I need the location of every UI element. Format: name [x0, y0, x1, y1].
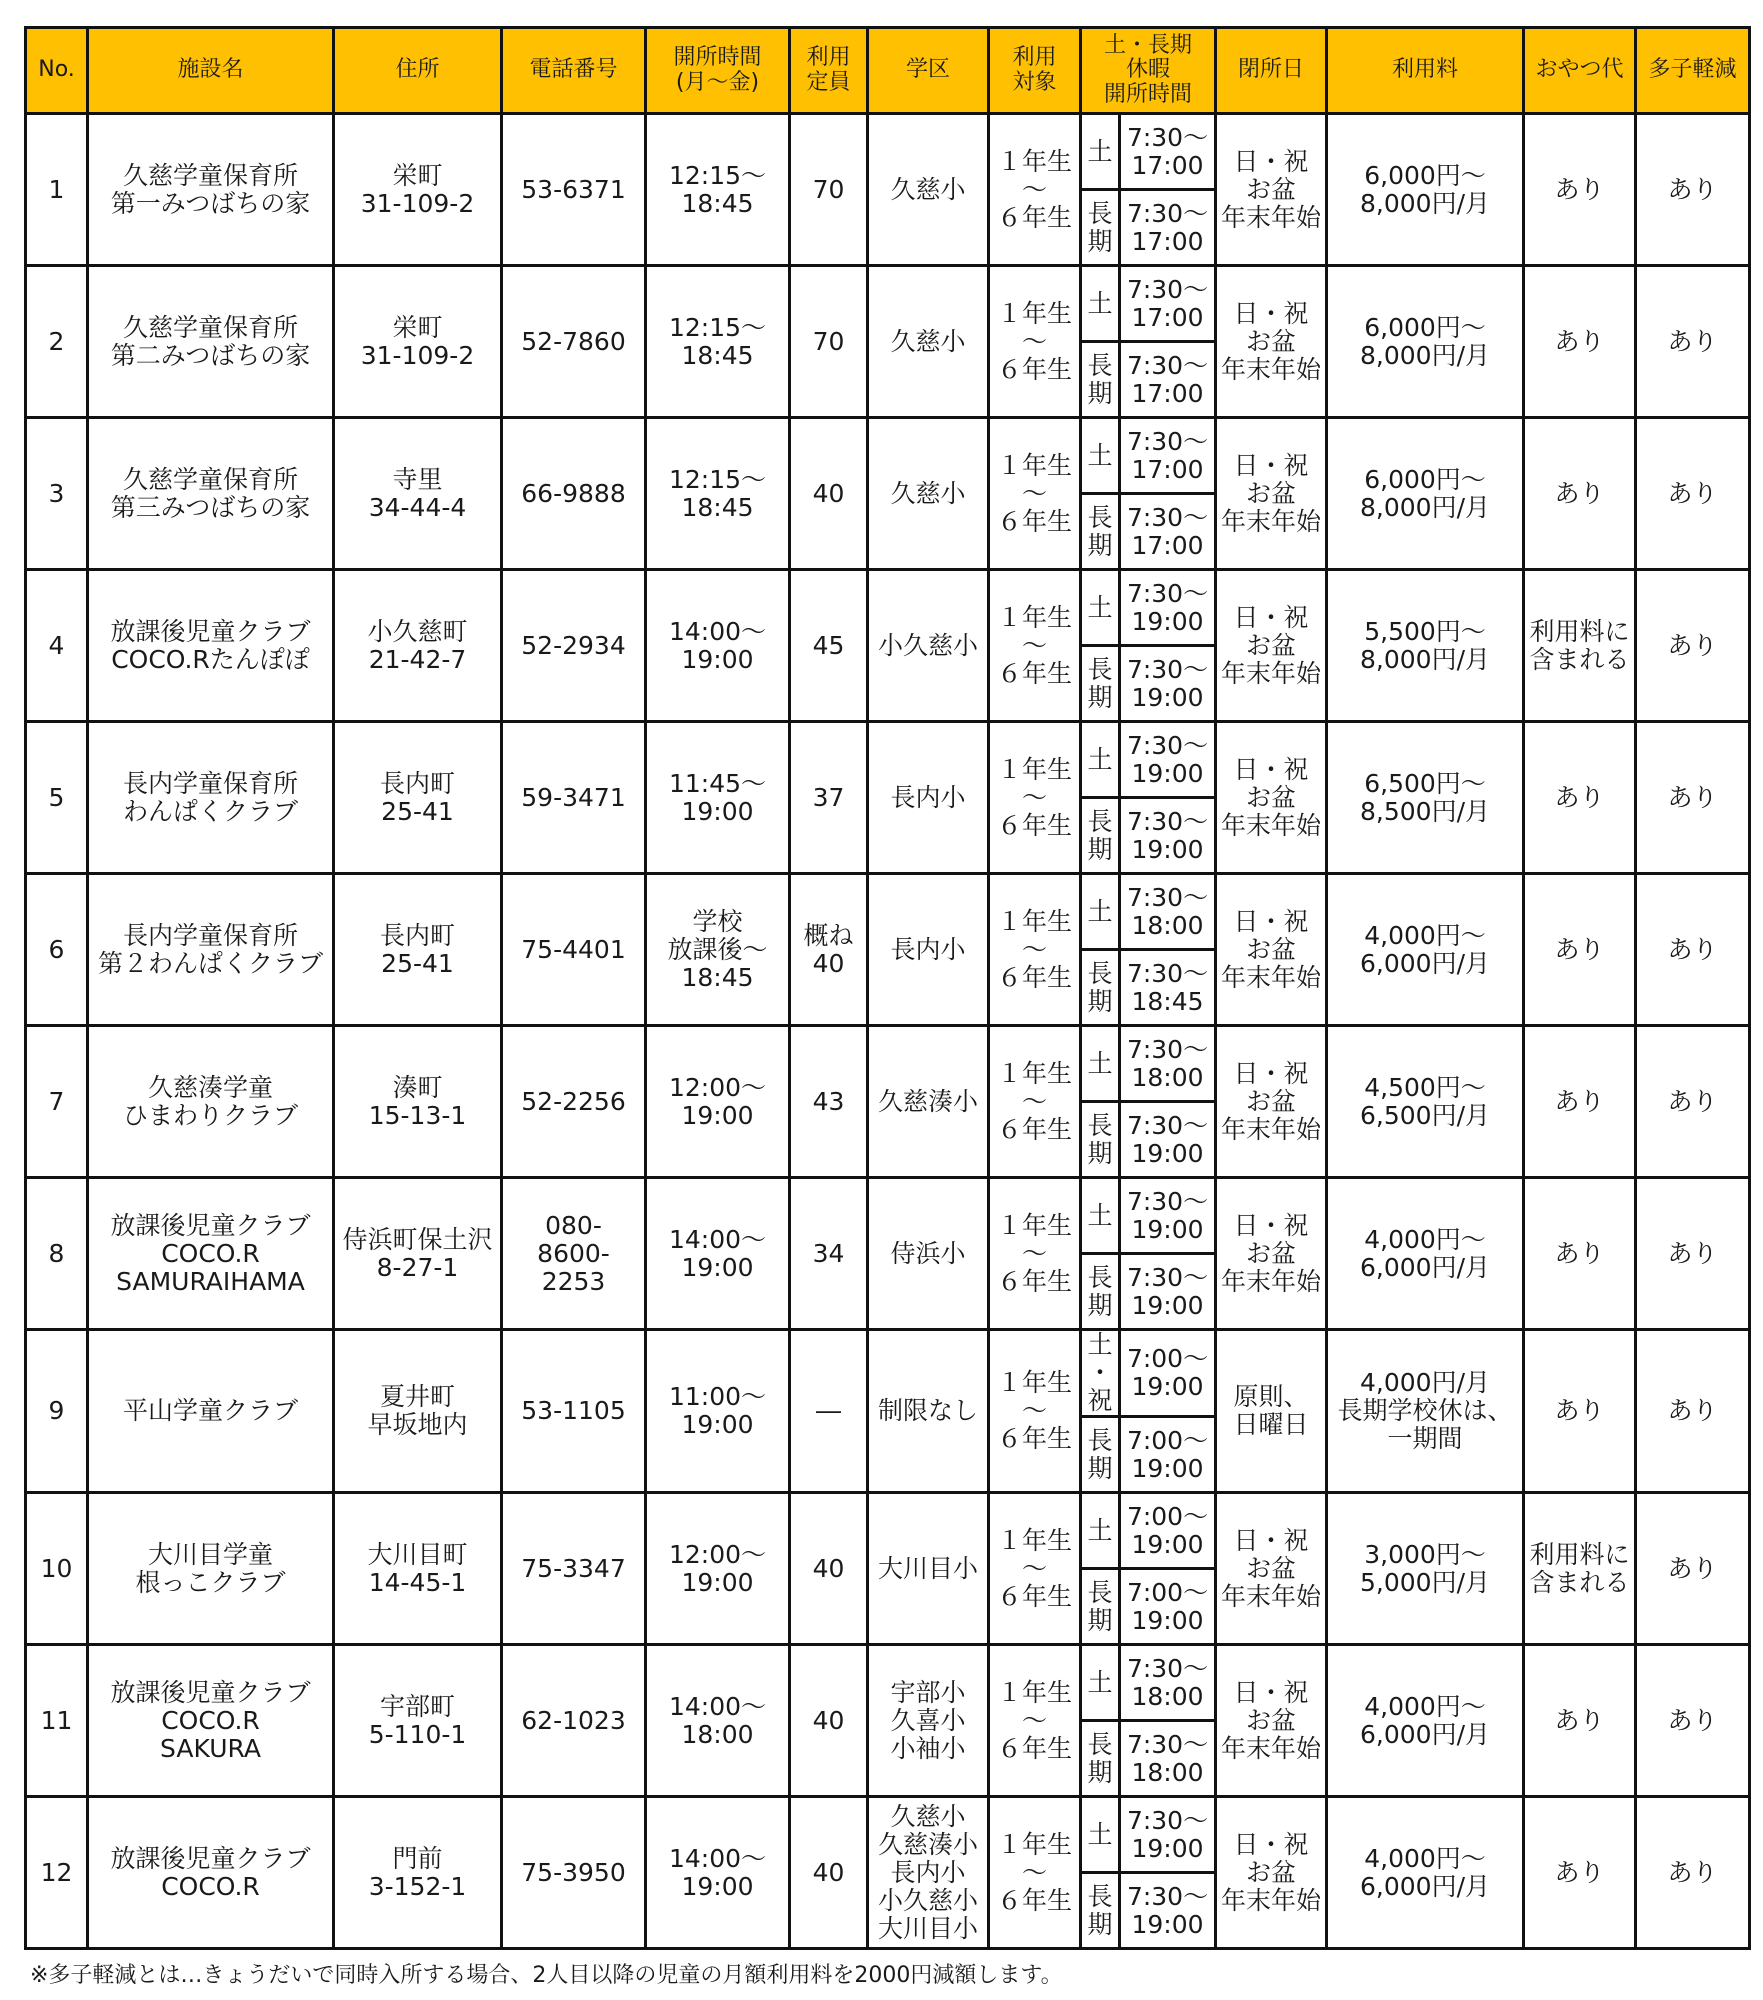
cell-fee: 3,000円～ 5,000円/月 [1327, 1493, 1524, 1645]
cell-saturday-label: 土 [1081, 874, 1120, 950]
cell-long-holiday-label: 長 期 [1081, 190, 1120, 266]
cell-no: 7 [26, 1026, 88, 1178]
cell-capacity: 70 [790, 266, 868, 418]
cell-long-holiday-label: 長 期 [1081, 1254, 1120, 1330]
cell-discount: あり [1636, 114, 1750, 266]
table-row [26, 1493, 1750, 1569]
cell-discount: あり [1636, 266, 1750, 418]
cell-hours: 学校 放課後～ 18:45 [646, 874, 790, 1026]
cell-discount: あり [1636, 1330, 1750, 1493]
cell-saturday-time: 7:30～ 18:00 [1120, 1645, 1216, 1721]
cell-phone: 62-1023 [502, 1645, 646, 1797]
cell-fee: 5,500円～ 8,000円/月 [1327, 570, 1524, 722]
table-row [26, 114, 1750, 190]
cell-target: １年生 ～ ６年生 [989, 114, 1081, 266]
cell-district: 制限なし [868, 1330, 989, 1493]
cell-phone: 080- 8600- 2253 [502, 1178, 646, 1330]
cell-long-holiday-label: 長 期 [1081, 1569, 1120, 1645]
cell-capacity: 34 [790, 1178, 868, 1330]
header-target: 利用 対象 [989, 28, 1081, 114]
table-row [26, 570, 1750, 646]
cell-hours: 12:15～ 18:45 [646, 418, 790, 570]
table-body [26, 114, 1750, 1949]
table-row [26, 1026, 1750, 1102]
cell-long-holiday-label: 長 期 [1081, 1873, 1120, 1949]
cell-closed-days: 日・祝 お盆 年末年始 [1216, 1645, 1327, 1797]
cell-capacity: 70 [790, 114, 868, 266]
cell-snack: あり [1524, 1645, 1636, 1797]
cell-capacity: 45 [790, 570, 868, 722]
cell-saturday-label: 土 [1081, 266, 1120, 342]
cell-fee: 4,000円～ 6,000円/月 [1327, 1178, 1524, 1330]
cell-long-holiday-time: 7:30～ 19:00 [1120, 1873, 1216, 1949]
cell-closed-days: 日・祝 お盆 年末年始 [1216, 1178, 1327, 1330]
cell-saturday-label: 土 [1081, 1797, 1120, 1873]
cell-closed-days: 日・祝 お盆 年末年始 [1216, 1493, 1327, 1645]
cell-facility-name: 久慈学童保育所 第一みつばちの家 [88, 114, 334, 266]
table-row [26, 722, 1750, 798]
cell-no: 11 [26, 1645, 88, 1797]
cell-facility-name: 放課後児童クラブ COCO.R SAMURAIHAMA [88, 1178, 334, 1330]
cell-fee: 6,000円～ 8,000円/月 [1327, 114, 1524, 266]
cell-long-holiday-time: 7:00～ 19:00 [1120, 1569, 1216, 1645]
cell-capacity: 40 [790, 418, 868, 570]
cell-phone: 53-1105 [502, 1330, 646, 1493]
cell-facility-name: 放課後児童クラブ COCO.R SAKURA [88, 1645, 334, 1797]
cell-capacity: 37 [790, 722, 868, 874]
cell-capacity: 40 [790, 1797, 868, 1949]
cell-closed-days: 日・祝 お盆 年末年始 [1216, 874, 1327, 1026]
cell-address: 長内町 25-41 [334, 874, 502, 1026]
cell-hours: 12:00～ 19:00 [646, 1493, 790, 1645]
cell-snack: あり [1524, 1026, 1636, 1178]
cell-closed-days: 日・祝 お盆 年末年始 [1216, 418, 1327, 570]
cell-fee: 4,000円～ 6,000円/月 [1327, 1645, 1524, 1797]
cell-long-holiday-label: 長 期 [1081, 494, 1120, 570]
cell-discount: あり [1636, 722, 1750, 874]
cell-fee: 6,500円～ 8,500円/月 [1327, 722, 1524, 874]
cell-hours: 11:45～ 19:00 [646, 722, 790, 874]
header-no: No. [26, 28, 88, 114]
cell-closed-days: 原則、 日曜日 [1216, 1330, 1327, 1493]
cell-closed-days: 日・祝 お盆 年末年始 [1216, 1797, 1327, 1949]
cell-target: １年生 ～ ６年生 [989, 1645, 1081, 1797]
cell-hours: 14:00～ 18:00 [646, 1645, 790, 1797]
cell-saturday-label: 土 [1081, 418, 1120, 494]
cell-hours: 12:15～ 18:45 [646, 114, 790, 266]
cell-long-holiday-time: 7:00～ 19:00 [1120, 1417, 1216, 1493]
cell-fee: 6,000円～ 8,000円/月 [1327, 418, 1524, 570]
cell-phone: 75-3950 [502, 1797, 646, 1949]
cell-saturday-time: 7:30～ 17:00 [1120, 266, 1216, 342]
cell-district: 大川目小 [868, 1493, 989, 1645]
cell-saturday-time: 7:30～ 18:00 [1120, 1026, 1216, 1102]
cell-closed-days: 日・祝 お盆 年末年始 [1216, 570, 1327, 722]
cell-snack: あり [1524, 1330, 1636, 1493]
cell-fee: 4,000円～ 6,000円/月 [1327, 1797, 1524, 1949]
cell-facility-name: 放課後児童クラブ COCO.Rたんぽぽ [88, 570, 334, 722]
cell-no: 10 [26, 1493, 88, 1645]
cell-address: 栄町 31-109-2 [334, 266, 502, 418]
cell-facility-name: 久慈学童保育所 第三みつばちの家 [88, 418, 334, 570]
cell-address: 栄町 31-109-2 [334, 114, 502, 266]
cell-facility-name: 平山学童クラブ [88, 1330, 334, 1493]
cell-phone: 52-2934 [502, 570, 646, 722]
cell-target: １年生 ～ ６年生 [989, 1797, 1081, 1949]
cell-snack: あり [1524, 1178, 1636, 1330]
table-row [26, 1797, 1750, 1873]
cell-district: 小久慈小 [868, 570, 989, 722]
cell-long-holiday-time: 7:30～ 19:00 [1120, 1254, 1216, 1330]
cell-saturday-time: 7:00～ 19:00 [1120, 1330, 1216, 1417]
cell-district: 久慈小 [868, 114, 989, 266]
cell-saturday-time: 7:30～ 17:00 [1120, 418, 1216, 494]
cell-discount: あり [1636, 1178, 1750, 1330]
table-header [26, 28, 1750, 114]
cell-facility-name: 久慈学童保育所 第二みつばちの家 [88, 266, 334, 418]
cell-target: １年生 ～ ６年生 [989, 1026, 1081, 1178]
cell-long-holiday-time: 7:30～ 19:00 [1120, 798, 1216, 874]
table-row [26, 874, 1750, 950]
cell-saturday-label: 土 [1081, 114, 1120, 190]
cell-discount: あり [1636, 1026, 1750, 1178]
cell-address: 長内町 25-41 [334, 722, 502, 874]
header-phone: 電話番号 [502, 28, 646, 114]
cell-target: １年生 ～ ６年生 [989, 874, 1081, 1026]
header-hours: 開所時間 (月～金) [646, 28, 790, 114]
cell-long-holiday-label: 長 期 [1081, 646, 1120, 722]
cell-long-holiday-label: 長 期 [1081, 342, 1120, 418]
cell-district: 久慈小 久慈湊小 長内小 小久慈小 大川目小 [868, 1797, 989, 1949]
cell-hours: 11:00～ 19:00 [646, 1330, 790, 1493]
cell-hours: 14:00～ 19:00 [646, 1797, 790, 1949]
cell-closed-days: 日・祝 お盆 年末年始 [1216, 722, 1327, 874]
cell-phone: 52-2256 [502, 1026, 646, 1178]
cell-hours: 14:00～ 19:00 [646, 570, 790, 722]
table-row [26, 418, 1750, 494]
cell-address: 宇部町 5-110-1 [334, 1645, 502, 1797]
cell-no: 12 [26, 1797, 88, 1949]
cell-no: 2 [26, 266, 88, 418]
cell-target: １年生 ～ ６年生 [989, 570, 1081, 722]
cell-district: 侍浜小 [868, 1178, 989, 1330]
cell-no: 5 [26, 722, 88, 874]
cell-capacity: 40 [790, 1645, 868, 1797]
cell-target: １年生 ～ ６年生 [989, 266, 1081, 418]
cell-no: 1 [26, 114, 88, 266]
cell-discount: あり [1636, 418, 1750, 570]
cell-saturday-label: 土 [1081, 1645, 1120, 1721]
cell-saturday-label: 土 [1081, 570, 1120, 646]
footnote: ※多子軽減とは…きょうだいで同時入所する場合、2人目以降の児童の月額利用料を2000円減額します。 [30, 1963, 1063, 1988]
cell-long-holiday-time: 7:30～ 17:00 [1120, 342, 1216, 418]
table-row [26, 1178, 1750, 1254]
cell-saturday-label: 土 [1081, 1178, 1120, 1254]
cell-long-holiday-time: 7:30～ 17:00 [1120, 494, 1216, 570]
cell-discount: あり [1636, 1493, 1750, 1645]
cell-target: １年生 ～ ６年生 [989, 1493, 1081, 1645]
cell-saturday-label: 土 [1081, 1026, 1120, 1102]
cell-hours: 12:00～ 19:00 [646, 1026, 790, 1178]
cell-hours: 12:15～ 18:45 [646, 266, 790, 418]
cell-long-holiday-label: 長 期 [1081, 798, 1120, 874]
cell-phone: 52-7860 [502, 266, 646, 418]
cell-district: 長内小 [868, 874, 989, 1026]
header-address: 住所 [334, 28, 502, 114]
cell-address: 夏井町 早坂地内 [334, 1330, 502, 1493]
cell-no: 3 [26, 418, 88, 570]
cell-saturday-time: 7:00～ 19:00 [1120, 1493, 1216, 1569]
table-row [26, 1330, 1750, 1417]
cell-saturday-label: 土 [1081, 1493, 1120, 1569]
cell-long-holiday-label: 長 期 [1081, 1417, 1120, 1493]
cell-phone: 75-3347 [502, 1493, 646, 1645]
cell-address: 小久慈町 21-42-7 [334, 570, 502, 722]
cell-closed-days: 日・祝 お盆 年末年始 [1216, 1026, 1327, 1178]
cell-fee: 4,000円～ 6,000円/月 [1327, 874, 1524, 1026]
cell-no: 4 [26, 570, 88, 722]
cell-address: 侍浜町保土沢 8-27-1 [334, 1178, 502, 1330]
cell-saturday-time: 7:30～ 17:00 [1120, 114, 1216, 190]
cell-hours: 14:00～ 19:00 [646, 1178, 790, 1330]
cell-capacity: 43 [790, 1026, 868, 1178]
cell-snack: あり [1524, 266, 1636, 418]
cell-long-holiday-label: 長 期 [1081, 1721, 1120, 1797]
cell-facility-name: 長内学童保育所 第２わんぱくクラブ [88, 874, 334, 1026]
cell-snack: あり [1524, 722, 1636, 874]
cell-fee: 4,500円～ 6,500円/月 [1327, 1026, 1524, 1178]
header-weekend-hours: 土・長期 休暇 開所時間 [1081, 28, 1216, 114]
table-row [26, 1645, 1750, 1721]
cell-fee: 4,000円/月 長期学校休は、 一期間 [1327, 1330, 1524, 1493]
cell-district: 久慈湊小 [868, 1026, 989, 1178]
cell-long-holiday-time: 7:30～ 17:00 [1120, 190, 1216, 266]
header-closed-days: 閉所日 [1216, 28, 1327, 114]
cell-long-holiday-label: 長 期 [1081, 950, 1120, 1026]
cell-closed-days: 日・祝 お盆 年末年始 [1216, 266, 1327, 418]
cell-long-holiday-time: 7:30～ 18:45 [1120, 950, 1216, 1026]
cell-saturday-label: 土 [1081, 722, 1120, 798]
cell-phone: 53-6371 [502, 114, 646, 266]
cell-facility-name: 大川目学童 根っこクラブ [88, 1493, 334, 1645]
header-name: 施設名 [88, 28, 334, 114]
header-snack: おやつ代 [1524, 28, 1636, 114]
cell-facility-name: 放課後児童クラブ COCO.R [88, 1797, 334, 1949]
cell-district: 宇部小 久喜小 小袖小 [868, 1645, 989, 1797]
cell-snack: 利用料に 含まれる [1524, 570, 1636, 722]
cell-saturday-time: 7:30～ 19:00 [1120, 1797, 1216, 1873]
cell-discount: あり [1636, 1797, 1750, 1949]
cell-snack: あり [1524, 874, 1636, 1026]
cell-snack: あり [1524, 418, 1636, 570]
cell-closed-days: 日・祝 お盆 年末年始 [1216, 114, 1327, 266]
cell-target: １年生 ～ ６年生 [989, 722, 1081, 874]
cell-fee: 6,000円～ 8,000円/月 [1327, 266, 1524, 418]
cell-snack: あり [1524, 114, 1636, 266]
cell-phone: 66-9888 [502, 418, 646, 570]
cell-phone: 75-4401 [502, 874, 646, 1026]
facility-table [24, 26, 1751, 1950]
cell-long-holiday-time: 7:30～ 19:00 [1120, 646, 1216, 722]
cell-capacity: 概ね 40 [790, 874, 868, 1026]
cell-long-holiday-time: 7:30～ 18:00 [1120, 1721, 1216, 1797]
cell-address: 大川目町 14-45-1 [334, 1493, 502, 1645]
cell-saturday-time: 7:30～ 19:00 [1120, 1178, 1216, 1254]
cell-discount: あり [1636, 874, 1750, 1026]
cell-district: 長内小 [868, 722, 989, 874]
cell-saturday-time: 7:30～ 18:00 [1120, 874, 1216, 950]
cell-facility-name: 久慈湊学童 ひまわりクラブ [88, 1026, 334, 1178]
cell-saturday-time: 7:30～ 19:00 [1120, 722, 1216, 798]
cell-capacity: 40 [790, 1493, 868, 1645]
cell-target: １年生 ～ ６年生 [989, 1330, 1081, 1493]
cell-saturday-time: 7:30～ 19:00 [1120, 570, 1216, 646]
cell-no: 8 [26, 1178, 88, 1330]
header-district: 学区 [868, 28, 989, 114]
header-fee: 利用料 [1327, 28, 1524, 114]
table-row [26, 266, 1750, 342]
cell-capacity: ― [790, 1330, 868, 1493]
cell-target: １年生 ～ ６年生 [989, 418, 1081, 570]
cell-long-holiday-time: 7:30～ 19:00 [1120, 1102, 1216, 1178]
cell-discount: あり [1636, 570, 1750, 722]
cell-phone: 59-3471 [502, 722, 646, 874]
header-discount: 多子軽減 [1636, 28, 1750, 114]
cell-district: 久慈小 [868, 266, 989, 418]
cell-no: 9 [26, 1330, 88, 1493]
cell-target: １年生 ～ ６年生 [989, 1178, 1081, 1330]
cell-saturday-label: 土 ・ 祝 [1081, 1330, 1120, 1417]
cell-snack: 利用料に 含まれる [1524, 1493, 1636, 1645]
header-capacity: 利用 定員 [790, 28, 868, 114]
cell-long-holiday-label: 長 期 [1081, 1102, 1120, 1178]
cell-snack: あり [1524, 1797, 1636, 1949]
cell-address: 門前 3-152-1 [334, 1797, 502, 1949]
cell-address: 湊町 15-13-1 [334, 1026, 502, 1178]
cell-discount: あり [1636, 1645, 1750, 1797]
cell-facility-name: 長内学童保育所 わんぱくクラブ [88, 722, 334, 874]
cell-no: 6 [26, 874, 88, 1026]
cell-address: 寺里 34-44-4 [334, 418, 502, 570]
cell-district: 久慈小 [868, 418, 989, 570]
